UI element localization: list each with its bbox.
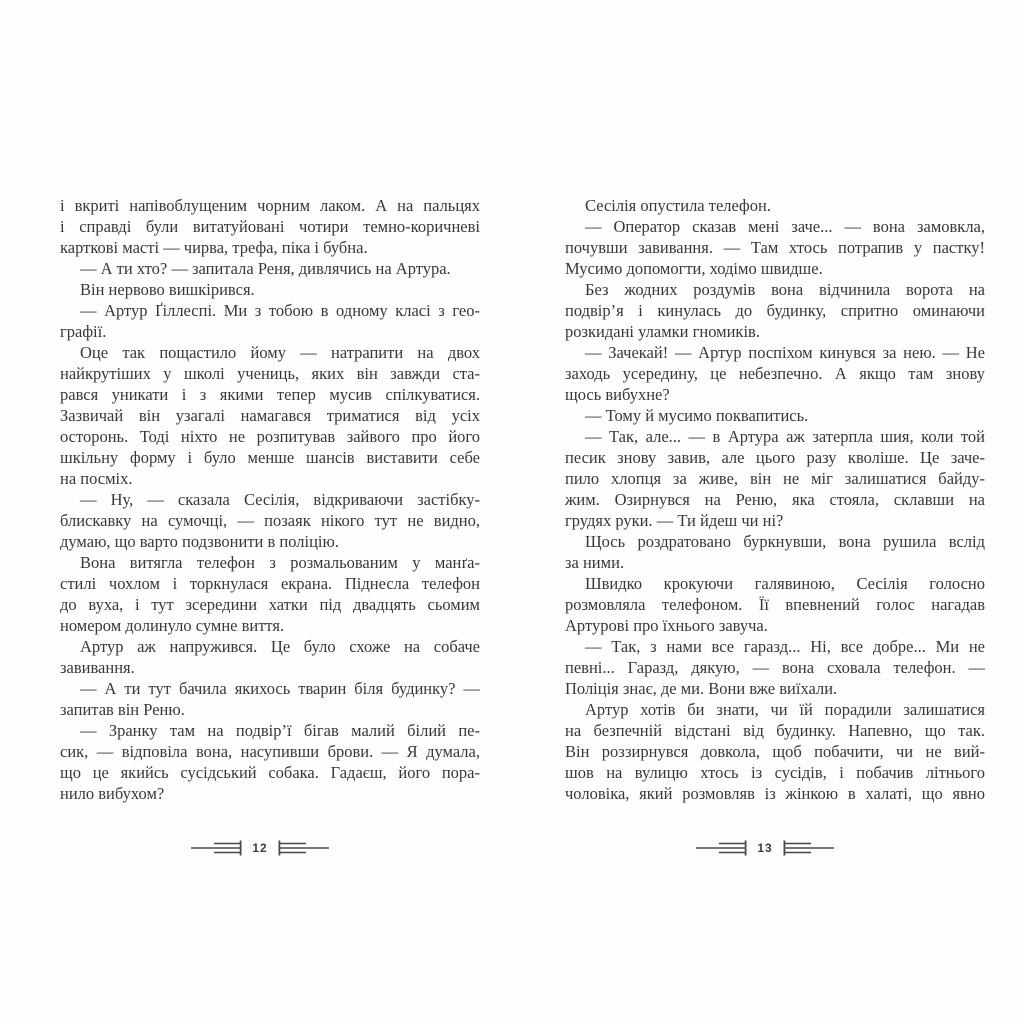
text-line: чоловіка, який розмовляв із жінкою в халаті, що явно [565, 784, 985, 803]
text-line: завивання. [60, 658, 135, 677]
page-footer [555, 840, 975, 856]
page-number: 13 [757, 841, 773, 855]
text-line: Зазвичай він узагалі намагався триматися від усіх [60, 406, 480, 425]
text-line: щось вибухне? [565, 385, 670, 404]
text-line: сик, — відповіла вона, насупивши брови. — Я думала, [60, 742, 480, 761]
text-line: — А ти хто? — запитала Реня, дивлячись на Артура. [80, 259, 451, 278]
text-line: шов на вулицю хтось із сусідів, і побачив літнього [565, 763, 985, 782]
text-line: — Зачекай! — Артур поспіхом кинувся за нею. — Не [585, 343, 985, 362]
text-line: і справді були витатуйовані чотири темно-коричневі [60, 217, 480, 236]
text-line: — Так, з нами все гаразд... Ні, все добре... Ми не [585, 637, 985, 656]
text-line: нило вибухом? [60, 784, 165, 803]
text-line: блискавку на сумочці, — позаяк нікого тут не видно, [60, 511, 480, 530]
text-line: подвір’я і кинулась до будинку, спритно оминаючи [565, 301, 985, 320]
text-line: Щось роздратовано буркнувши, вона рушила вслід [585, 532, 985, 551]
text-line: запитав він Реню. [60, 700, 185, 719]
text-line: Швидко крокуючи галявиною, Сесілія голосно [585, 574, 985, 593]
text-line: на безпечній відстані від будинку. Напевно, що так. [565, 721, 985, 740]
page-text [565, 195, 985, 804]
text-line: — Артур Ґіллеспі. Ми з тобою в одному класі з гео- [80, 301, 480, 320]
text-line: — Зранку там на подвір’ї бігав малий білий пе- [80, 721, 480, 740]
text-line: Вона витягла телефон з розмальованим у манґа- [80, 553, 480, 572]
text-line: заходь усередину, це небезпечно. А якщо там знову [565, 364, 985, 383]
text-line: грудях руки. — Ти йдеш чи ні? [565, 511, 784, 530]
text-line: що це якийсь сусідський собака. Гадаєш, його пора- [60, 763, 480, 782]
text-line: — Тому й мусимо поквапитись. [585, 406, 809, 425]
text-line: карткові масті — чирва, трефа, піка і бубна. [60, 238, 368, 257]
text-line: графії. [60, 322, 107, 341]
text-line: песик знову завив, але цього разу кволіше. Це заче- [565, 448, 985, 467]
page-text [60, 195, 480, 804]
text-line: певні... Гаразд, дякую, — вона сховала телефон. — [565, 658, 985, 677]
footer-ornament-right-icon [277, 840, 329, 856]
text-line: і вкриті напівоблущеним чорним лаком. А на пальцях [60, 196, 480, 215]
book-page-right [512, 0, 1024, 1024]
text-line: Поліція знає, де ми. Вони вже виїхали. [565, 679, 838, 698]
text-line: рався уникати і з якими тепер мусив спілкуватися. [60, 385, 480, 404]
footer-ornament-right-icon [782, 840, 834, 856]
text-line: стилі чохлом і торкнулася екрана. Піднесла телефон [60, 574, 480, 593]
text-line: розкидані уламки гномиків. [565, 322, 760, 341]
text-line: пило хлопця за живе, він не міг залишатися байду- [565, 469, 985, 488]
text-line: жим. Озирнувся на Реню, яка стояла, склавши на [565, 490, 985, 509]
page-number: 12 [252, 841, 268, 855]
page-footer [50, 840, 470, 856]
text-line: Артурові про їхнього завуча. [565, 616, 768, 635]
text-line: почувши завивання. — Там хтось потрапив у пастку! [565, 238, 985, 257]
text-line: — Оператор сказав мені заче... — вона замовкла, [585, 217, 985, 236]
text-line: — А ти тут бачила якихось тварин біля будинку? — [80, 679, 480, 698]
text-line: номером долинуло сумне виття. [60, 616, 285, 635]
text-line: Сесілія опустила телефон. [585, 196, 771, 215]
footer-ornament-left-icon [696, 840, 748, 856]
text-line: осторонь. Тоді ніхто не розпитував зайвого про його [60, 427, 480, 446]
text-line: — Так, але... — в Артура аж затерпла шия, коли той [585, 427, 985, 446]
text-line: Мусимо допомогти, ходімо швидше. [565, 259, 823, 278]
text-line: думаю, що варто подзвонити в поліцію. [60, 532, 339, 551]
text-line: шкільну форму і було менше шансів виставити себе [60, 448, 480, 467]
text-line: Він нервово вишкірився. [80, 280, 255, 299]
footer-ornament-left-icon [191, 840, 243, 856]
text-line: найкрутіших у школі учениць, яких він завжди ста- [60, 364, 480, 383]
text-line: Артур хотів би знати, чи їй порадили залишатися [585, 700, 985, 719]
text-line: Артур аж напружився. Це було схоже на собаче [80, 637, 480, 656]
text-line: — Ну, — сказала Сесілія, відкриваючи застібку- [80, 490, 480, 509]
text-line: на посміх. [60, 469, 133, 488]
text-line: розмовляла телефоном. Її впевнений голос нагадав [565, 595, 985, 614]
text-line: Без жодних роздумів вона відчинила ворота на [585, 280, 985, 299]
text-line: Оце так пощастило йому — натрапити на двох [80, 343, 480, 362]
text-line: Він роззирнувся довкола, щоб побачити, чи не вий- [565, 742, 985, 761]
text-line: до вуха, і тут зсередини хатки під двадцять сьомим [60, 595, 480, 614]
text-line: за ними. [565, 553, 625, 572]
